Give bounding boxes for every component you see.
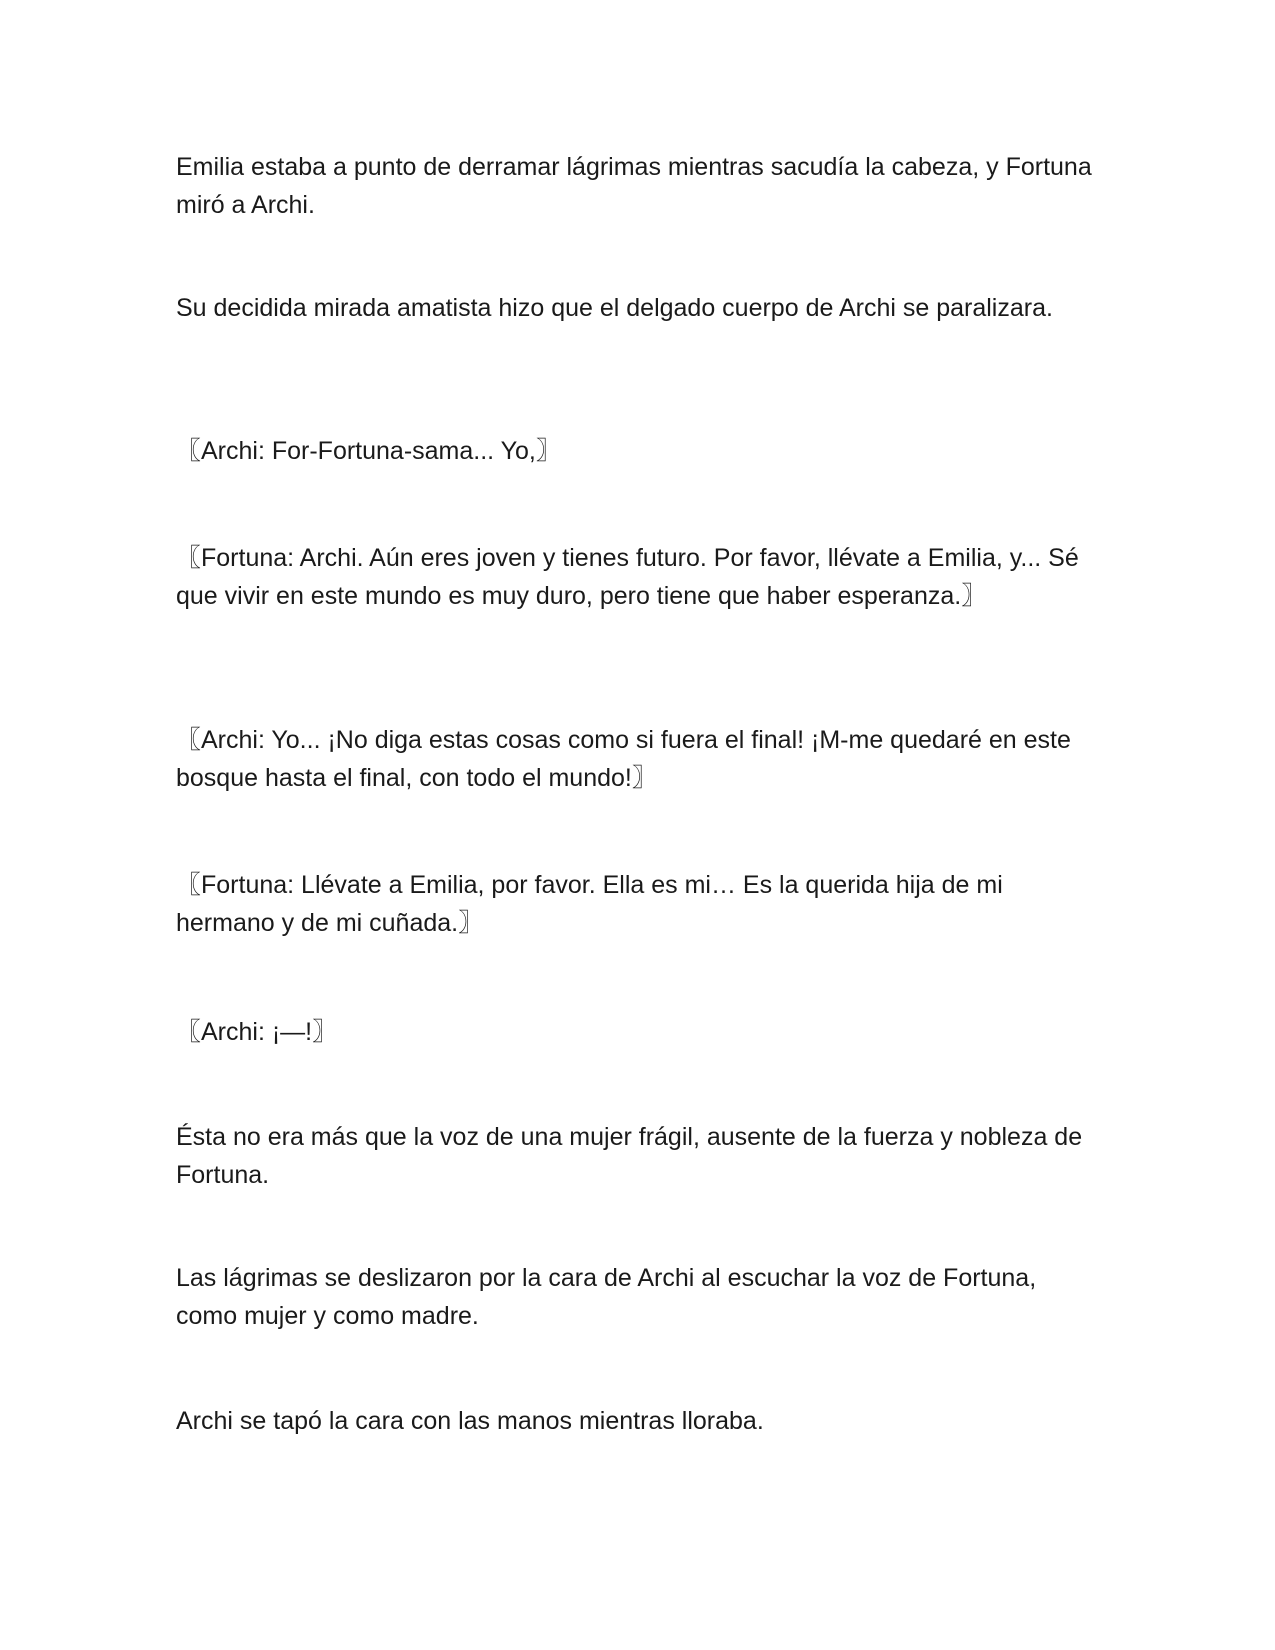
paragraph-4: Las lágrimas se deslizaron por la cara de Archi al escuchar la voz de Fortuna, como mujer y como madre. xyxy=(176,1264,1037,1330)
dialogue-fortuna-1: 〖Fortuna: Archi. Aún eres joven y tienes futuro. Por favor, llévate a Emilia, y... Sé que vivir en este mundo es muy duro, pero tiene que haber esperanza.〗 xyxy=(176,544,1079,610)
paragraph-5: Archi se tapó la cara con las manos mientras lloraba. xyxy=(176,1407,764,1435)
paragraph-3: Ésta no era más que la voz de una mujer frágil, ausente de la fuerza y nobleza de Fortuna. xyxy=(176,1123,1083,1189)
paragraph-2: Su decidida mirada amatista hizo que el delgado cuerpo de Archi se paralizara. xyxy=(176,294,1053,322)
paragraph-1: Emilia estaba a punto de derramar lágrimas mientras sacudía la cabeza, y Fortuna miró a Archi. xyxy=(176,153,1092,219)
dialogue-archi-3: 〖Archi: ¡—!〗 xyxy=(176,1018,338,1046)
dialogue-fortuna-2: 〖Fortuna: Llévate a Emilia, por favor. Ella es mi… Es la querida hija de mi hermano y de mi cuñada.〗 xyxy=(176,871,1003,937)
dialogue-archi-1: 〖Archi: For-Fortuna-sama... Yo,〗 xyxy=(176,437,561,465)
dialogue-archi-2: 〖Archi: Yo... ¡No diga estas cosas como si fuera el final! ¡M-me quedaré en este bosque hasta el final, con todo el mundo!〗 xyxy=(176,726,1071,792)
